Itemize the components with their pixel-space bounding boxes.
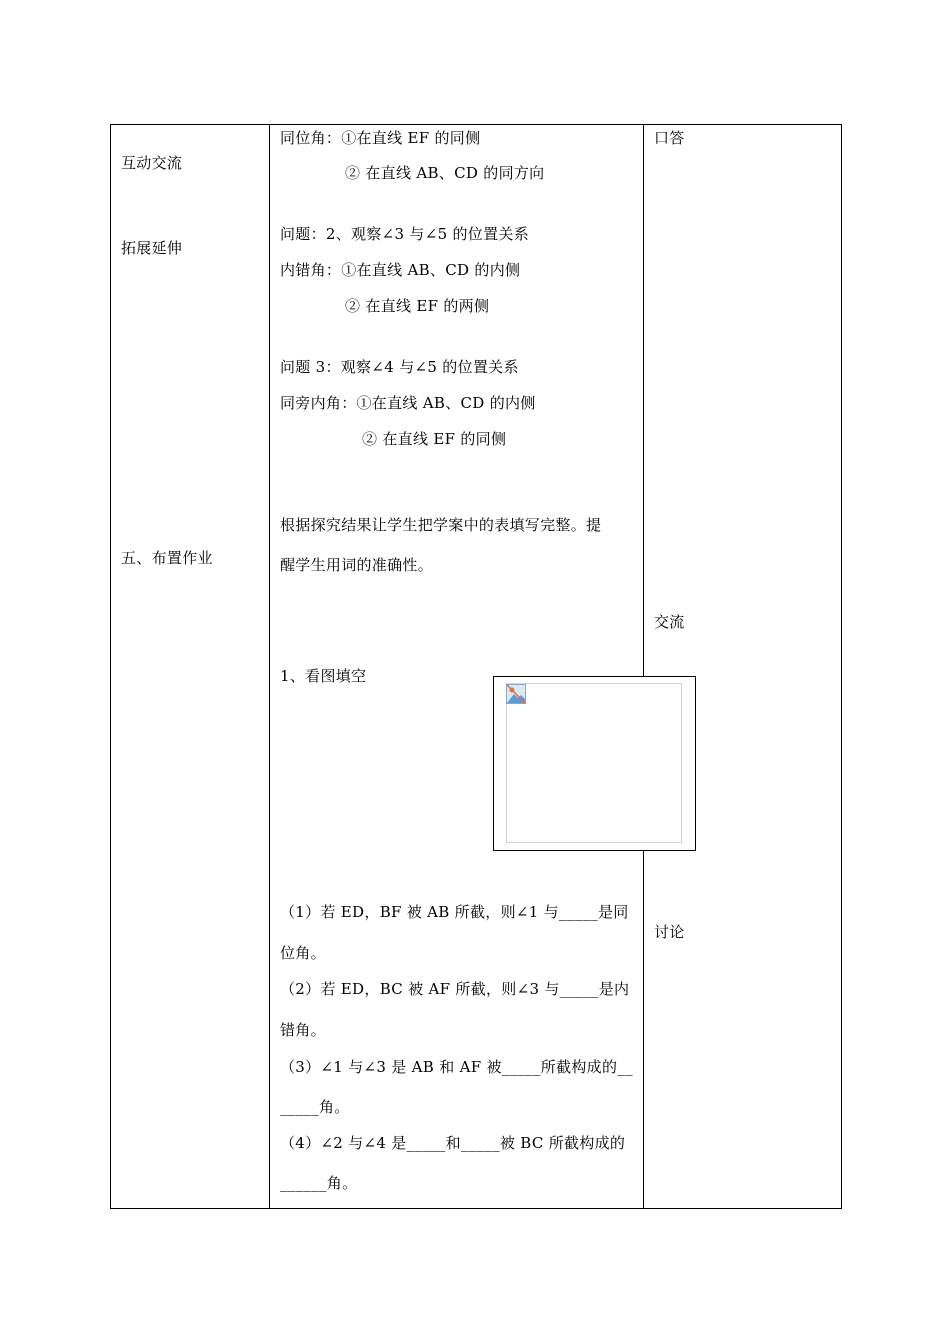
column-divider-right: [643, 125, 644, 1208]
question-1-line-1: （1）若 ED，BF 被 AB 所截，则∠1 与_____是同: [280, 903, 629, 921]
text-line-4: 内错角：①在直线 AB、CD 的内侧: [280, 261, 521, 279]
text-line-2: ② 在直线 AB、CD 的同方向: [345, 164, 545, 182]
column-divider-left: [269, 125, 270, 1208]
question-2-line-1: （2）若 ED，BC 被 AF 所截，则∠3 与_____是内: [280, 980, 630, 998]
lesson-table: [110, 124, 842, 1209]
text-line-8: ② 在直线 EF 的同侧: [362, 430, 507, 448]
question-4-line-1: （4）∠2 与∠4 是_____和_____被 BC 所截构成的: [280, 1134, 626, 1152]
right-label-oral: 口答: [654, 129, 685, 147]
left-label-extension: 拓展延伸: [121, 239, 183, 257]
text-line-9: 根据探究结果让学生把学案中的表填写完整。提: [280, 516, 602, 534]
text-line-3: 问题：2、观察∠3 与∠5 的位置关系: [280, 225, 530, 243]
right-label-discussion: 讨论: [654, 923, 685, 941]
question-3-line-1: （3）∠1 与∠3 是 AB 和 AF 被_____所截构成的__: [280, 1058, 633, 1076]
text-line-10: 醒学生用词的准确性。: [280, 556, 434, 574]
text-line-5: ② 在直线 EF 的两侧: [345, 297, 490, 315]
question-2-line-2: 错角。: [280, 1021, 326, 1039]
text-line-1: 同位角：①在直线 EF 的同侧: [280, 129, 481, 147]
left-label-interaction: 互动交流: [121, 154, 183, 172]
exercise-heading: 1、看图填空: [280, 667, 367, 685]
question-1-line-2: 位角。: [280, 944, 326, 962]
question-3-line-2: _____角。: [280, 1098, 350, 1116]
broken-image-icon: [506, 684, 526, 704]
text-line-6: 问题 3：观察∠4 与∠5 的位置关系: [280, 358, 519, 376]
left-label-homework: 五、布置作业: [121, 549, 213, 567]
figure-image-inner: [506, 683, 682, 843]
text-line-7: 同旁内角：①在直线 AB、CD 的内侧: [280, 394, 536, 412]
right-label-exchange: 交流: [654, 613, 685, 631]
question-4-line-2: ______角。: [280, 1174, 358, 1192]
